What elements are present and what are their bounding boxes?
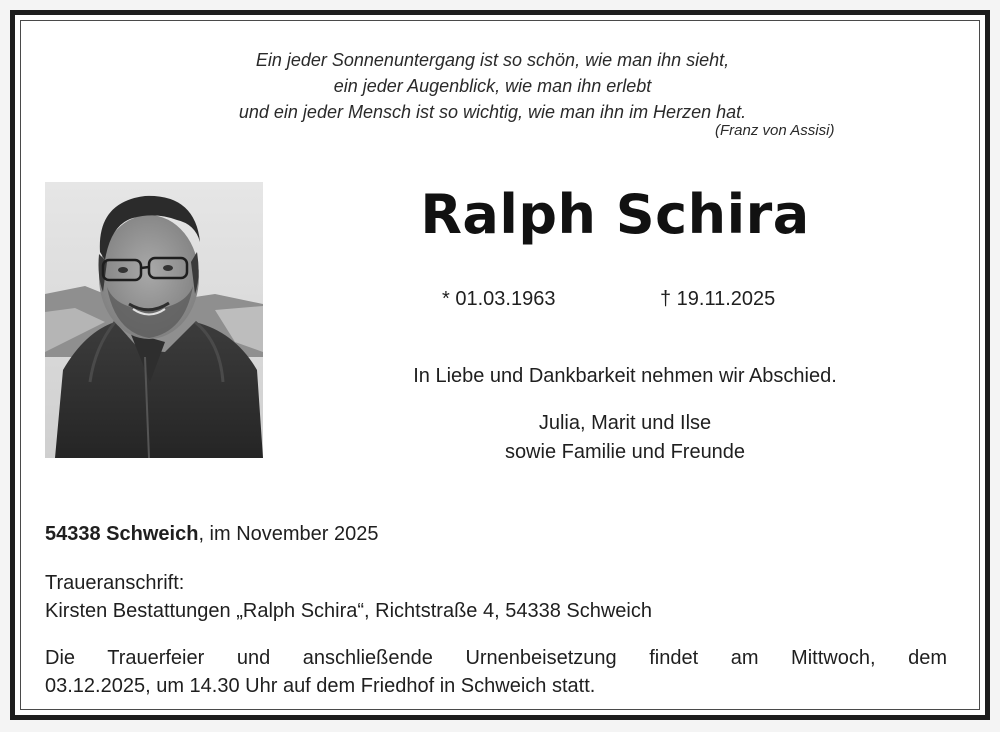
obituary-frame — [10, 10, 990, 720]
ceremony-line: 03.12.2025, um 14.30 Uhr auf dem Friedhof in Schweich statt. — [45, 675, 596, 697]
mourners — [355, 409, 895, 467]
mourners-line: Julia, Marit und Ilse — [538, 412, 712, 434]
ceremony-line: Die Trauerfeier und anschließende Urnenbeisetzung findet am Mittwoch, dem — [45, 647, 947, 669]
mourners-line: sowie Familie und Freunde — [504, 441, 746, 463]
portrait-image — [45, 182, 263, 458]
deceased-name: Ralph Schira — [420, 183, 810, 246]
quote-line: und ein jeder Mensch ist so wichtig, wie man ihn im Herzen hat. — [238, 102, 747, 122]
birth-date: * 01.03.1963 — [442, 288, 556, 310]
quote-line: Ein jeder Sonnenuntergang ist so schön, wie man ihn sieht, — [255, 50, 730, 70]
address-label: Traueranschrift: — [45, 572, 185, 594]
place-date: , im November 2025 — [198, 523, 379, 545]
death-date: † 19.11.2025 — [660, 288, 776, 310]
ceremony-info — [45, 644, 947, 700]
portrait-photo — [45, 182, 263, 458]
quote-line: ein jeder Augenblick, wie man ihn erlebt — [333, 76, 652, 96]
farewell-text: In Liebe und Dankbarkeit nehmen wir Abschied. — [413, 365, 837, 387]
quote-author: (Franz von Assisi) — [715, 122, 835, 139]
memorial-quote — [15, 47, 970, 125]
mourning-address: Kirsten Bestattungen „Ralph Schira“, Richtstraße 4, 54338 Schweich — [45, 600, 652, 622]
place-date-line — [45, 523, 379, 546]
place-city: 54338 Schweich — [45, 523, 199, 545]
